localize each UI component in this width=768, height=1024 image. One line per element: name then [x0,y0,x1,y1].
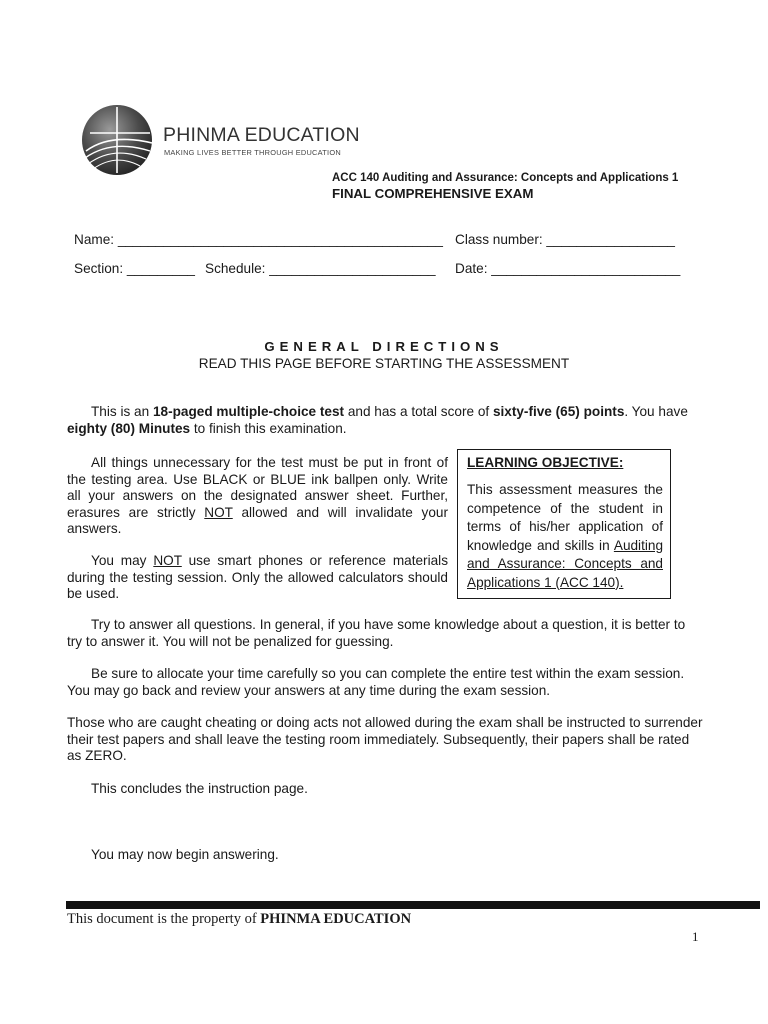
footer-owner: PHINMA EDUCATION [260,911,412,927]
devices-paragraph [67,553,448,603]
cheating-paragraph: Those who are caught cheating or doing acts not allowed during the exam shall be instructed to surrender their test papers and shall leave the testing room immediately. Subsequently, their papers shall be rated as ZERO. [67,715,703,763]
general-directions-title: GENERAL DIRECTIONS [264,339,504,354]
learning-objective-title: LEARNING OBJECTIVE: [467,455,624,470]
intro-text: to finish this examination. [190,420,347,436]
materials-emphasis: NOT [204,504,233,520]
brand-name: PHINMA EDUCATION [163,124,360,146]
conclusion-paragraph: This concludes the instruction page. [91,781,308,796]
learning-objective-text: This assessment measures the competence of the student in terms of his/her application of knowledge and skills in [467,482,663,553]
date-field: Date: _________________________ [455,261,681,276]
devices-text: use smart phones or reference materials during the testing session. Only the allowed calculators should be used. [67,553,448,601]
intro-text: . You have [624,404,688,419]
materials-paragraph [67,455,448,538]
footer-text: This document is the property of [67,911,261,927]
intro-paragraph [67,404,702,437]
intro-duration: eighty (80) Minutes [67,420,191,436]
guessing-paragraph: Try to answer all questions. In general, if you have some knowledge about a question, it is better to try to answer it. You will not be penalized for guessing. [67,617,686,649]
footer-divider [66,901,760,909]
devices-emphasis: NOT [153,553,182,568]
class-number-field: Class number: _________________ [455,232,675,247]
intro-text: and has a total score of [344,404,493,419]
learning-objective-course: Auditing and Assurance: Concepts and Applications 1 (ACC 140). [467,537,663,590]
time-paragraph: Be sure to allocate your time carefully so you can complete the entire test within the exam session. You may go back and review your answers at any time during the exam session. [67,666,685,698]
materials-text: All things unnecessary for the test must be put in front of the testing area. Use BLACK or BLUE ink ballpen only. Write all your answers on the designated answer sheet. Further, erasures are strictly [67,455,448,520]
phinma-logo-mark-icon [80,103,154,177]
schedule-field: Schedule: ______________________ [205,261,436,276]
brand-tagline: MAKING LIVES BETTER THROUGH EDUCATION [164,148,341,157]
intro-test-type: 18-paged multiple-choice test [152,404,345,419]
intro-total-score: sixty-five (65) points [492,404,625,419]
page-number: 1 [692,929,699,944]
learning-objective-body [467,481,663,592]
footer-property-note [67,911,411,928]
intro-text: This is an [91,404,153,419]
devices-text: You may [91,553,154,568]
name-field: Name: ___________________________________________ [74,232,443,247]
exam-title: FINAL COMPREHENSIVE EXAM [332,186,534,201]
begin-paragraph: You may now begin answering. [91,847,279,862]
materials-text: allowed and will invalidate your answers. [67,504,448,536]
general-directions-subtitle: READ THIS PAGE BEFORE STARTING THE ASSESSMENT [198,356,570,371]
course-title: ACC 140 Auditing and Assurance: Concepts and Applications 1 [332,172,679,184]
section-field: Section: _________ [74,261,195,276]
